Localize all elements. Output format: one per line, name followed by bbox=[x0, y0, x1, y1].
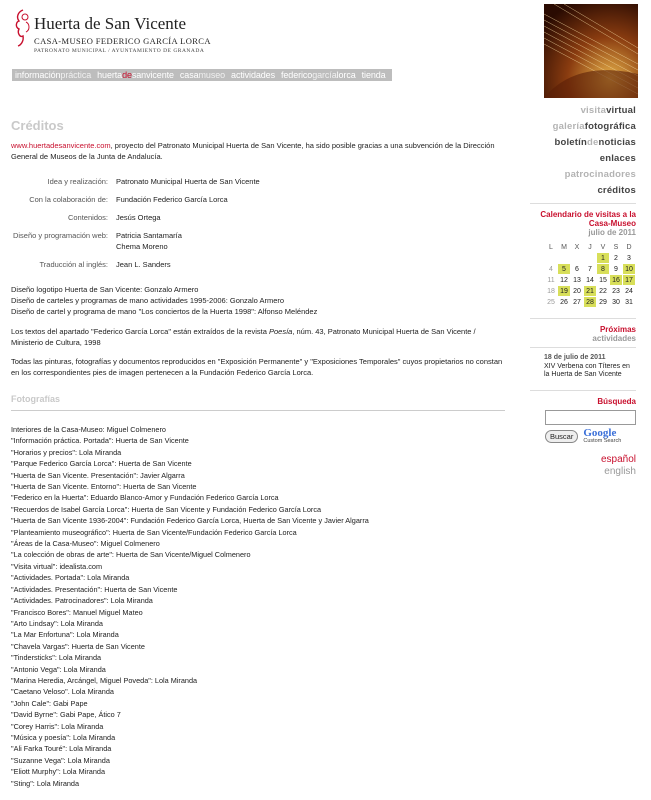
texts-source-paragraph: Los textos del apartado "Federico García Lorca" están extraídos de la revista Poesía, núm. 43, Patronato Municipal Huerta de San Vicente / Ministerio de Cultura, 1998 bbox=[11, 327, 476, 347]
photo-credit-item: "Sting": Lola Miranda bbox=[11, 778, 80, 788]
site-subtitle: CASA-MUSEO FEDERICO GARCÍA LORCA bbox=[34, 36, 211, 46]
credit-row: Idea y realización: Patronato Municipal Huerta de San Vicente bbox=[47, 177, 260, 186]
design-credits: Diseño logotipo Huerta de San Vicente: Gonzalo Armero Diseño de carteles y programas de mano actividades 1995-2006: Gonzalo Armero Diseño de cartel y programa de mano "Los conciertos de la Huerta 1998": Alfonso Meléndez bbox=[11, 285, 318, 316]
search-button[interactable]: Buscar bbox=[545, 430, 578, 443]
divider bbox=[530, 390, 636, 391]
photo-credit-item: "Tindersticks": Lola Miranda bbox=[11, 653, 102, 663]
photo-credit-item: "Chavela Vargas": Huerta de San Vicente bbox=[11, 641, 145, 651]
google-logo: Google Custom Search bbox=[583, 426, 622, 444]
nav-tienda[interactable]: tienda bbox=[361, 70, 386, 80]
calendar-day[interactable]: 28 bbox=[584, 297, 596, 307]
search-row bbox=[545, 426, 636, 444]
divider bbox=[530, 203, 636, 204]
photo-credit-item: "Arto Lindsay": Lola Miranda bbox=[11, 618, 103, 628]
credits-list bbox=[11, 176, 507, 270]
visit-calendar bbox=[544, 241, 636, 308]
photo-credit-item: "John Cale": Gabi Pape bbox=[11, 698, 88, 708]
calendar-day[interactable]: 6 bbox=[575, 265, 579, 273]
photo-credit-item: "Antonio Vega": Lola Miranda bbox=[11, 664, 106, 674]
calendar-day[interactable]: 5 bbox=[558, 264, 570, 274]
calendar-day bbox=[545, 253, 557, 263]
search-input[interactable] bbox=[545, 410, 636, 425]
photo-credit-item: "Huerta de San Vicente. Presentación": Javier Algarra bbox=[11, 470, 185, 480]
divider bbox=[530, 318, 636, 319]
calendar-day bbox=[584, 253, 596, 263]
nav-huerta-de-san-vicente[interactable]: huertadesanvicente bbox=[97, 70, 174, 80]
sidebar-link-creditos[interactable]: créditos bbox=[597, 185, 636, 196]
piano-photo bbox=[544, 4, 638, 98]
calendar-day-header: J bbox=[588, 243, 592, 251]
calendar-day[interactable]: 31 bbox=[625, 298, 633, 306]
sidebar-link-patrocinadores[interactable]: patrocinadores bbox=[564, 169, 636, 180]
lorca-emblem-icon bbox=[12, 8, 34, 48]
language-switch bbox=[530, 454, 636, 478]
photo-credit-item: "Corey Harris": Lola Miranda bbox=[11, 721, 104, 731]
calendar-day bbox=[558, 253, 570, 263]
photo-credit-item: "Actividades. Patrocinadores": Lola Miranda bbox=[11, 596, 153, 606]
photo-credit-item: "Federico en la Huerta": Eduardo Blanco-Amor y Fundación Federico García Lorca bbox=[11, 493, 279, 503]
photos-heading: Fotografías bbox=[11, 394, 505, 411]
photo-credit-item: "Actividades. Portada": Lola Miranda bbox=[11, 573, 130, 583]
site-logo[interactable] bbox=[12, 8, 211, 54]
page-title: Créditos bbox=[11, 118, 64, 133]
photo-credit-item: "Recuerdos de Isabel García Lorca": Huerta de San Vicente y Fundación Federico García Lorca bbox=[11, 504, 322, 514]
photo-credit-item: "David Byrne": Gabi Pape, Ático 7 bbox=[11, 710, 121, 720]
photo-credit-item: "Francisco Bores": Manuel Miguel Mateo bbox=[11, 607, 143, 617]
calendar-day bbox=[571, 253, 583, 263]
calendar-day[interactable]: 9 bbox=[614, 265, 618, 273]
photo-credit-item: "Actividades. Presentación": Huerta de San Vicente bbox=[11, 584, 178, 594]
nav-casa-museo[interactable]: casamuseo bbox=[179, 70, 226, 80]
calendar-day[interactable]: 10 bbox=[623, 264, 635, 274]
sidebar-link-visita-virtual[interactable]: visitavirtual bbox=[580, 105, 636, 116]
site-url-link[interactable]: www.huertadesanvicente.com bbox=[11, 141, 111, 150]
calendar-day[interactable]: 11 bbox=[547, 276, 555, 284]
calendar-day[interactable]: 26 bbox=[560, 298, 568, 306]
calendar-day[interactable]: 16 bbox=[610, 275, 622, 285]
credit-row: Contenidos: Jesús Ortega bbox=[67, 213, 161, 222]
photo-credit-item: "Parque Federico García Lorca": Huerta de San Vicente bbox=[11, 459, 192, 469]
photo-credit-item: "Áreas de la Casa-Museo": Miguel Colmenero bbox=[11, 539, 160, 549]
sidebar bbox=[530, 103, 636, 478]
calendar-day[interactable]: 25 bbox=[547, 298, 555, 306]
calendar-day-header: V bbox=[600, 243, 606, 251]
calendar-day[interactable]: 29 bbox=[599, 298, 607, 306]
calendar-title: Calendario de visitas a la Casa-Museo julio de 2011 bbox=[540, 210, 636, 237]
photos-list bbox=[11, 424, 507, 789]
calendar-day-header: D bbox=[626, 243, 632, 251]
calendar-day[interactable]: 21 bbox=[584, 286, 596, 296]
calendar-day[interactable]: 3 bbox=[627, 254, 631, 262]
search-title: Búsqueda bbox=[597, 396, 636, 406]
calendar-day[interactable]: 14 bbox=[586, 276, 594, 284]
calendar-day[interactable]: 1 bbox=[597, 253, 609, 263]
images-rights-paragraph: Todas las pinturas, fotografías y documentos reproducidos en "Exposición Permanente" y "Exposiciones Temporales" cuyos propietarios no constan en los correspondientes pies de imagen pertenecen a la Fundación Federico García Lorca. bbox=[11, 357, 503, 377]
credit-row: Con la colaboración de: Fundación Federico García Lorca bbox=[29, 195, 228, 204]
calendar-day[interactable]: 20 bbox=[573, 287, 581, 295]
calendar-day[interactable]: 22 bbox=[599, 287, 607, 295]
calendar-day[interactable]: 30 bbox=[612, 298, 620, 306]
calendar-day[interactable]: 8 bbox=[597, 264, 609, 274]
nav-actividades[interactable]: actividades bbox=[231, 70, 275, 80]
sidebar-link-enlaces[interactable]: enlaces bbox=[599, 153, 636, 164]
photo-credit-item: "Música y poesía": Lola Miranda bbox=[11, 732, 116, 742]
main-content bbox=[11, 118, 507, 789]
photo-credit-item: "Planteamiento museográfico": Huerta de San Vicente/Fundación Federico García Lorca bbox=[11, 527, 297, 537]
calendar-day[interactable]: 13 bbox=[573, 276, 581, 284]
intro-paragraph: www.huertadesanvicente.com, proyecto del Patronato Municipal Huerta de San Vicente, ha sido posible gracias a una subvención de la Dirección General de Museos de la Junta de Andalucía. bbox=[11, 141, 495, 161]
divider bbox=[530, 347, 636, 348]
lang-english[interactable]: english bbox=[604, 465, 636, 477]
calendar-day[interactable]: 18 bbox=[547, 287, 555, 295]
sidebar-nav bbox=[530, 103, 636, 199]
photo-credit-item: "Suzanne Vega": Lola Miranda bbox=[11, 755, 110, 765]
calendar-day[interactable]: 17 bbox=[623, 275, 635, 285]
credit-row: Diseño y programación web: Patricia Santamaría Chema Moreno bbox=[12, 231, 182, 251]
calendar-day-header: X bbox=[574, 243, 580, 251]
photo-credit-item: "Ali Farka Touré": Lola Miranda bbox=[11, 744, 112, 754]
site-patronato: PATRONATO MUNICIPAL / AYUNTAMIENTO DE GRANADA bbox=[34, 48, 205, 54]
photo-credit-item: "Información práctica. Portada": Huerta de San Vicente bbox=[11, 436, 189, 446]
photo-credit-item: "Marina Heredia, Arcángel, Miguel Poveda": Lola Miranda bbox=[11, 675, 198, 685]
calendar-day-header: S bbox=[613, 243, 619, 251]
calendar-day-header: L bbox=[549, 243, 553, 251]
photo-credit-item: "Caetano Veloso". Lola Miranda bbox=[11, 687, 114, 697]
main-nav bbox=[12, 69, 392, 81]
proximas-title: Próximas actividades bbox=[592, 325, 636, 343]
upcoming-event[interactable]: 18 de julio de 2011 XIV Verbena con Títeres en la Huerta de San Vicente bbox=[544, 354, 630, 378]
nav-federico-garcia-lorca[interactable]: federicogarcíalorca bbox=[280, 70, 356, 80]
photo-credit-item: "La Mar Enfortuna": Lola Miranda bbox=[11, 630, 119, 640]
sidebar-link-boletin[interactable]: boletíndenoticias bbox=[554, 137, 636, 148]
photo-credit-item: "La colección de obras de arte": Huerta de San Vicente/Miguel Colmenero bbox=[11, 550, 251, 560]
calendar-day-header: M bbox=[561, 243, 567, 251]
photo-credit-item: "Horarios y precios": Lola Miranda bbox=[11, 447, 122, 457]
calendar-day[interactable]: 27 bbox=[573, 298, 581, 306]
calendar-day[interactable]: 19 bbox=[558, 286, 570, 296]
photo-credit-item: "Visita virtual": idealista.com bbox=[11, 561, 103, 571]
site-title: Huerta de San Vicente bbox=[34, 14, 187, 33]
nav-informacion-practica[interactable]: informaciónpráctica bbox=[15, 70, 92, 80]
calendar-day[interactable]: 15 bbox=[599, 276, 607, 284]
photo-credit-item: "Huerta de San Vicente. Entorno": Huerta de San Vicente bbox=[11, 482, 197, 492]
calendar-day[interactable]: 24 bbox=[625, 287, 633, 295]
lang-espanol[interactable]: español bbox=[600, 453, 636, 465]
photo-credit-item: Interiores de la Casa-Museo: Miguel Colmenero bbox=[11, 425, 166, 434]
credit-row: Traducción al inglés: Jean L. Sanders bbox=[39, 260, 171, 269]
photo-credit-item: "Huerta de San Vicente 1936-2004": Fundación Federico García Lorca, Huerta de San Vicente y Javier Algarra bbox=[11, 516, 369, 526]
sidebar-link-galeria[interactable]: galeríafotográfica bbox=[552, 121, 636, 132]
calendar-day[interactable]: 12 bbox=[560, 276, 568, 284]
calendar-day[interactable]: 4 bbox=[549, 265, 553, 273]
calendar-day[interactable]: 2 bbox=[614, 254, 618, 262]
calendar-day[interactable]: 7 bbox=[588, 265, 592, 273]
calendar-day[interactable]: 23 bbox=[612, 287, 620, 295]
photo-credit-item: "Eliott Murphy": Lola Miranda bbox=[11, 767, 106, 777]
